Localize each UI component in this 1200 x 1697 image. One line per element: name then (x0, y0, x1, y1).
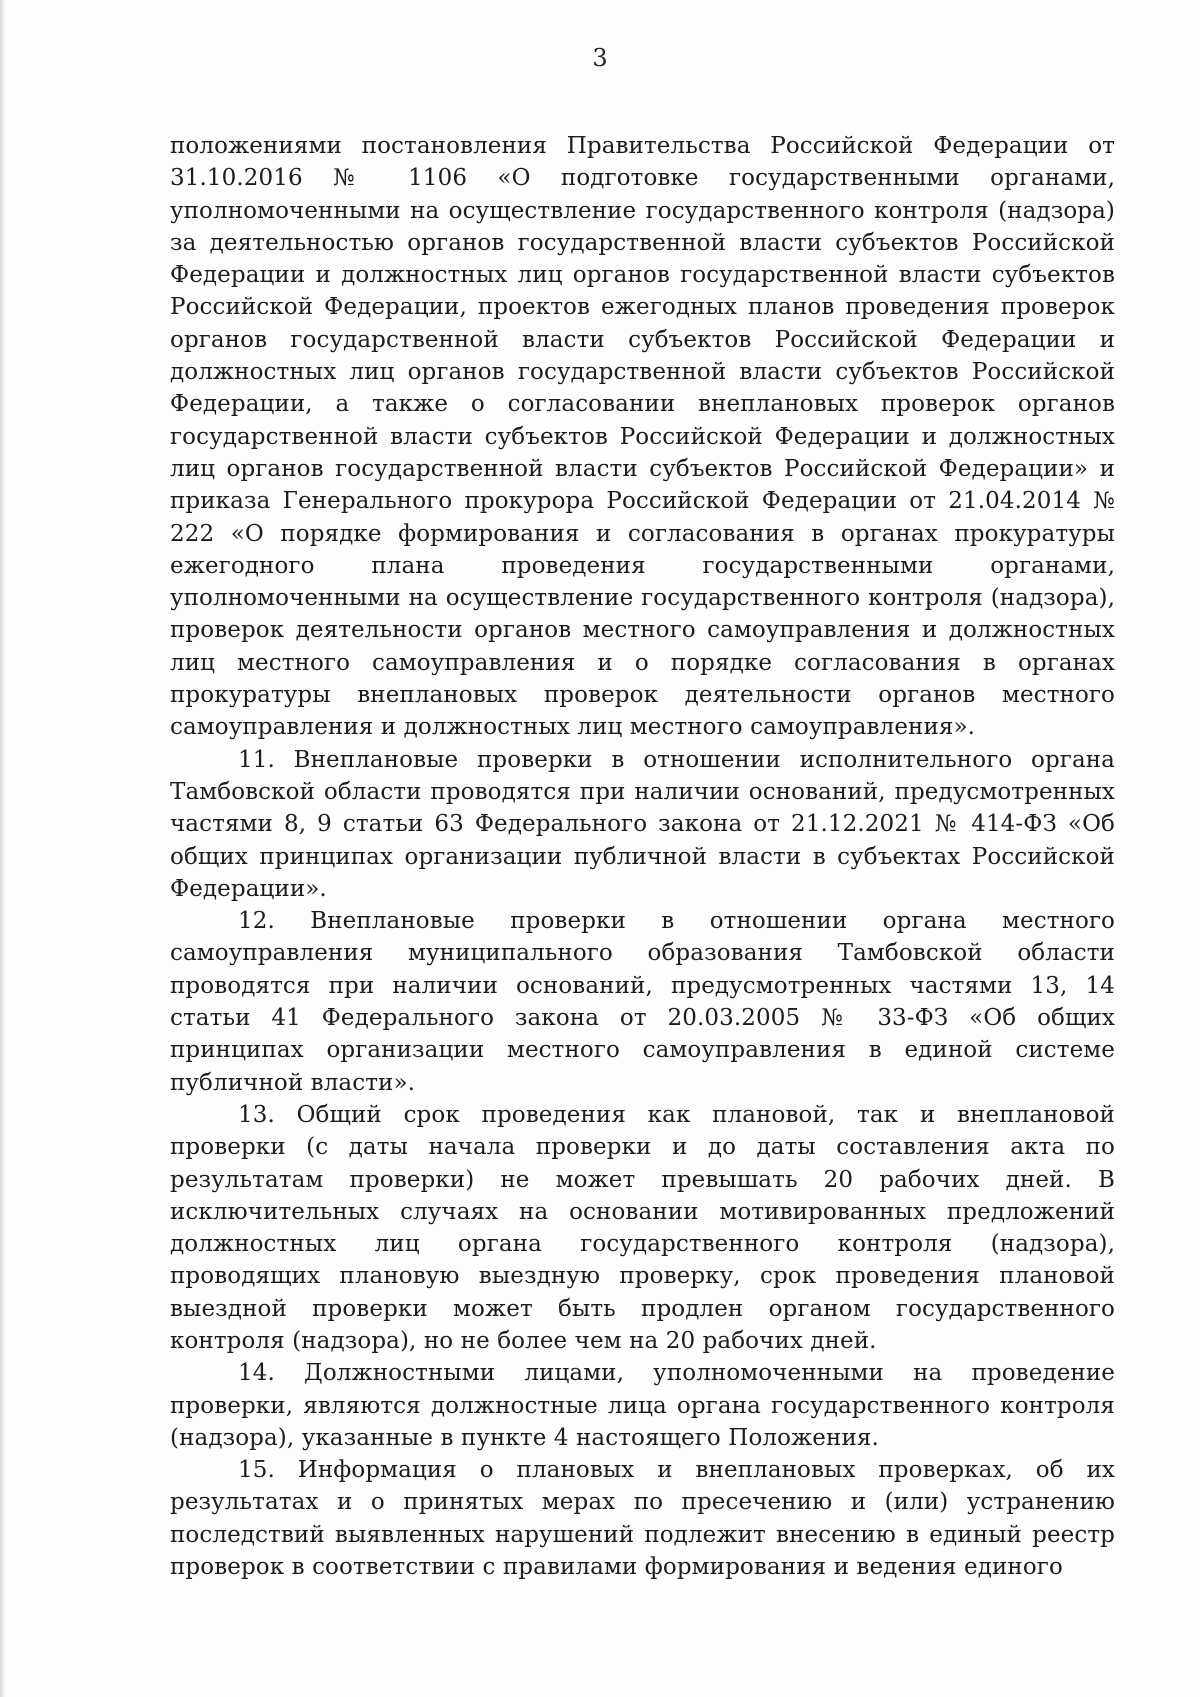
page-number: 3 (592, 44, 608, 72)
paragraph-14: 14. Должностными лицами, уполномоченными на проведение проверки, являются должностные лица органа государственного контроля (надзора), указанные в пункте 4 настоящего Положения. (170, 1360, 1115, 1451)
scan-edge-shadow (0, 0, 6, 1697)
paragraph-15: 15. Информация о плановых и внеплановых проверках, об их результатах и о принятых мерах по пресечению и (или) устранению последствий выявленных нарушений подлежит внесению в единый реестр проверок в соответствии с правилами формирования и ведения единого (170, 1457, 1115, 1581)
paragraph-13: 13. Общий срок проведения как плановой, так и внеплановой проверки (с даты начала проверки и до даты составления акта по результатам проверки) не может превышать 20 рабочих дней. В исключительных случаях на основании мотивированных предложений должностных лиц органа государственного контроля (надзора), проводящих плановую выездную проверку, срок проведения плановой выездной проверки может быть продлен органом государственного контроля (надзора), но не более чем на 20 рабочих дней. (170, 1101, 1115, 1354)
paragraph-continuation: положениями постановления Правительства Российской Федерации от 31.10.2016 № 1106 «О подготовке государственными органами, уполномоченными на осуществление государственного контроля (надзора) за деятельностью органов государственной власти субъектов Российской Федерации и должностных лиц органов государственной власти субъектов Российской Федерации, проектов ежегодных планов проведения проверок органов государственной власти субъектов Российской Федерации и должностных лиц органов государственной власти субъектов Российской Федерации, а также о согласовании внеплановых проверок органов государственной власти субъектов Российской Федерации и должностных лиц органов государственной власти субъектов Российской Федерации» и приказа Генерального прокурора Российской Федерации от 21.04.2014 № 222 «О порядке формирования и согласования в органах прокуратуры ежегодного плана проведения государственными органами, уполномоченными на осуществление государственного контроля (надзора), проверок деятельности органов местного самоуправления и должностных лиц местного самоуправления и о порядке согласования в органах прокуратуры внеплановых проверок деятельности органов местного самоуправления и должностных лиц местного самоуправления». (170, 133, 1115, 741)
document-body (170, 130, 1115, 1583)
paragraph-11: 11. Внеплановые проверки в отношении исполнительного органа Тамбовской области проводятся при наличии оснований, предусмотренных частями 8, 9 статьи 63 Федерального закона от 21.12.2021 № 414-ФЗ «Об общих принципах организации публичной власти в субъектах Российской Федерации». (170, 746, 1115, 902)
paragraph-12: 12. Внеплановые проверки в отношении органа местного самоуправления муниципального образования Тамбовской области проводятся при наличии оснований, предусмотренных частями 13, 14 статьи 41 Федерального закона от 20.03.2005 № 33-ФЗ «Об общих принципах организации местного самоуправления в единой системе публичной власти». (170, 908, 1115, 1096)
